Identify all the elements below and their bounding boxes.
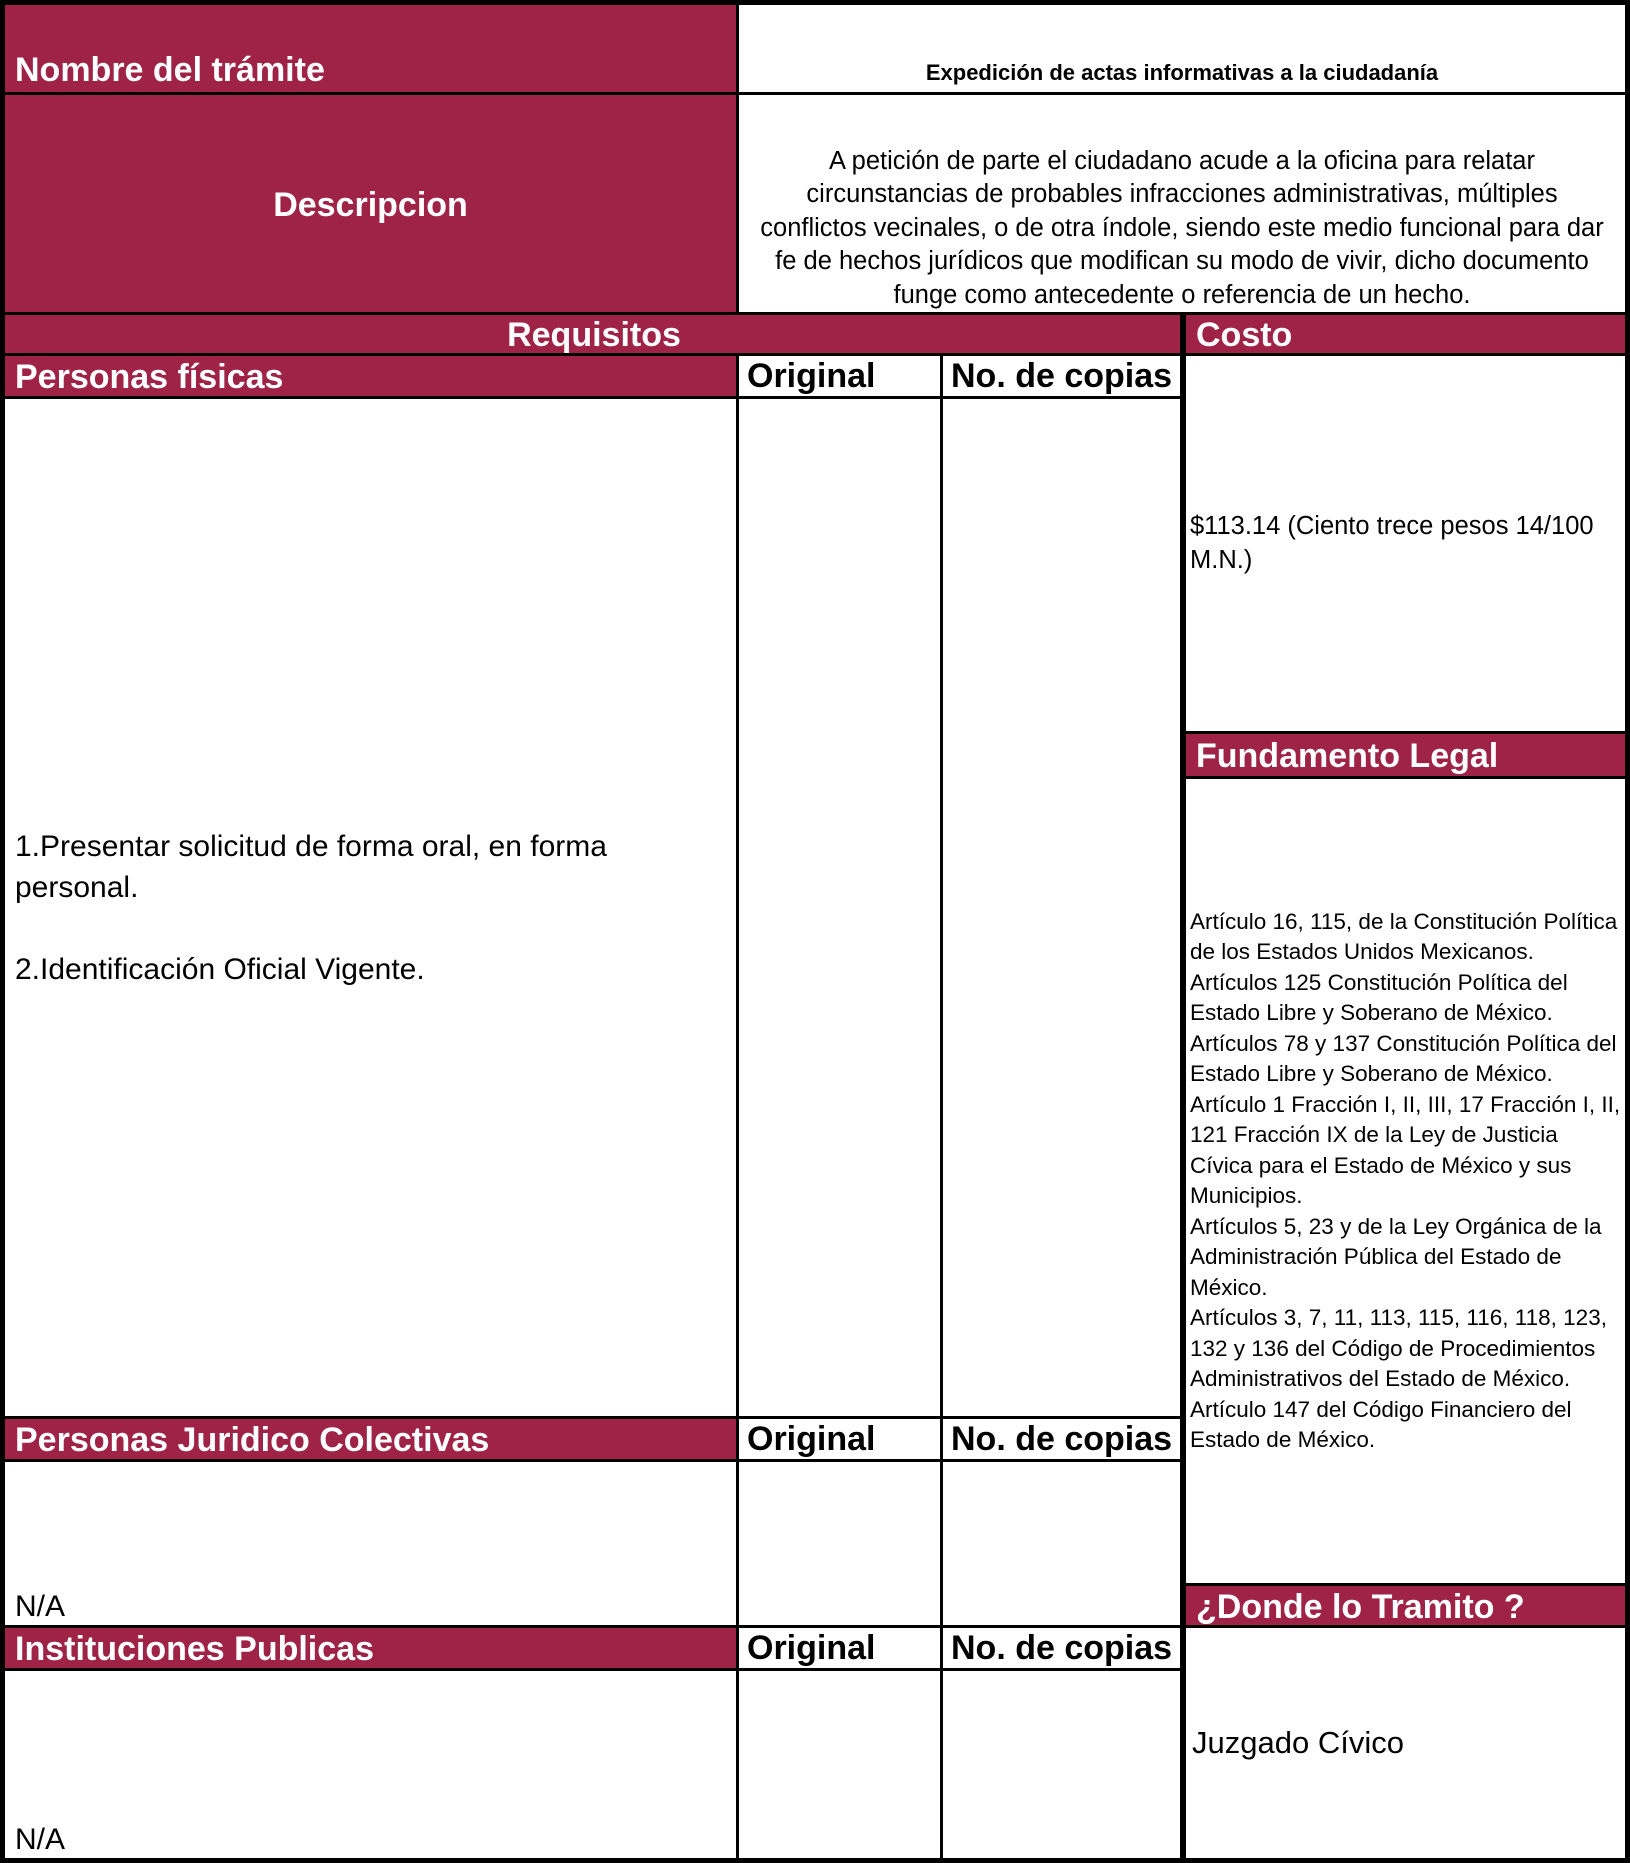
fisicas-item-2: 2.Identificación Oficial Vigente.: [15, 952, 425, 986]
donde-label-text: ¿Donde lo Tramito ?: [1196, 1587, 1525, 1625]
nombre-label: [5, 5, 736, 92]
rule: [0, 1625, 1630, 1628]
fundamento-line: Artículo 147 del Código Financiero del Estado de México.: [1190, 1396, 1572, 1452]
rule: [0, 312, 1630, 315]
fundamento-line: Administración Pública del Estado de México.: [1190, 1244, 1562, 1300]
border-left: [0, 0, 5, 1863]
donde-value: [1186, 1628, 1625, 1858]
costo-label: [1186, 315, 1625, 353]
rule: [940, 353, 943, 1863]
donde-value-text: Juzgado Cívico: [1192, 1725, 1404, 1760]
nombre-label-text: Nombre del trámite: [15, 51, 325, 89]
colectivas-value: [5, 1462, 736, 1625]
fundamento-label: [1186, 734, 1625, 776]
colectivas-col-copias: [943, 1419, 1180, 1459]
colectivas-value-text: N/A: [15, 1590, 66, 1623]
descripcion-label: [5, 95, 736, 312]
costo-value-text: $113.14 (Ciento trece pesos 14/100 M.N.): [1190, 512, 1594, 574]
colectivas-label: [5, 1419, 736, 1459]
instituciones-col-copias-text: No. de copias: [951, 1628, 1173, 1667]
fundamento-line: Artículos 125 Constitución Política del Estado Libre y Soberano de México.: [1190, 969, 1568, 1025]
descripcion-value-text: A petición de parte el ciudadano acude a la oficina para relatar circunstancias de probables infracciones administrativas, múltiples conflictos vecinales, o de otra índole, siendo este medio funcional para dar fe de hechos jurídicos que modifican su modo de vivir, dicho documento funge como antecedente o referencia de un hecho.: [760, 146, 1604, 309]
border-top: [0, 0, 1630, 5]
colectivas-label-text: Personas Juridico Colectivas: [15, 1421, 490, 1459]
colectivas-col-original: [739, 1419, 940, 1459]
colectivas-col-original-text: Original: [747, 1419, 876, 1458]
border-bottom: [0, 1858, 1630, 1863]
rule: [0, 396, 1183, 399]
rule: [0, 1416, 1183, 1419]
rule: [1183, 1583, 1630, 1586]
fisicas-col-copias-text: No. de copias: [951, 356, 1173, 395]
fundamento-line: Administrativos del Estado de México.: [1190, 1366, 1571, 1391]
rule: [0, 353, 1630, 356]
fundamento-line: Artículos 3, 7, 11, 113, 115, 116, 118, 123, 132 y 136 del Código de Procedimientos: [1190, 1305, 1607, 1361]
descripcion-label-text: Descripcion: [273, 185, 468, 224]
fundamento-line: Artículo 16, 115, de la Constitución Política de los Estados Unidos Mexicanos.: [1190, 908, 1618, 964]
rule: [0, 1668, 1183, 1671]
fundamento-value: [1186, 779, 1625, 1583]
rule: [0, 1459, 1183, 1462]
fundamento-line: Artículos 5, 23 y de la Ley Orgánica de la: [1190, 1213, 1602, 1239]
nombre-value: [739, 5, 1625, 92]
rule: [0, 92, 1630, 95]
rule: [736, 0, 739, 315]
instituciones-value-text: N/A: [15, 1823, 66, 1856]
fisicas-col-original-text: Original: [747, 356, 876, 395]
requisitos-title-text: Requisitos: [507, 316, 681, 353]
fisicas-col-original: [739, 356, 940, 396]
fundamento-line: Artículos 78 y 137 Constitución Política del Estado Libre y Soberano de México.: [1190, 1030, 1617, 1086]
colectivas-col-copias-text: No. de copias: [951, 1419, 1173, 1458]
costo-value: [1186, 356, 1625, 731]
fisicas-requisitos: [5, 399, 736, 1416]
instituciones-label-text: Instituciones Publicas: [15, 1630, 374, 1668]
instituciones-label: [5, 1628, 736, 1668]
instituciones-col-original: [739, 1628, 940, 1668]
fisicas-item-1: 1.Presentar solicitud de forma oral, en forma personal.: [15, 829, 607, 904]
instituciones-value: [5, 1671, 736, 1858]
rule: [1183, 731, 1630, 734]
rule: [736, 353, 739, 1863]
donde-label: [1186, 1586, 1625, 1625]
fisicas-label-text: Personas físicas: [15, 358, 284, 396]
fundamento-line: Artículo 1 Fracción I, II, III, 17 Fracción I, II, 121 Fracción IX de la Ley de Justicia Cívica para el Estado de México y sus Municipios.: [1190, 1091, 1621, 1208]
rule: [1183, 776, 1630, 779]
rule: [1180, 312, 1186, 1863]
nombre-value-text: Expedición de actas informativas a la ciudadanía: [925, 60, 1439, 85]
fundamento-label-text: Fundamento Legal: [1196, 737, 1499, 775]
descripcion-value: [739, 95, 1625, 312]
requisitos-title: [5, 315, 1183, 353]
instituciones-col-copias: [943, 1628, 1180, 1668]
instituciones-col-original-text: Original: [747, 1628, 876, 1667]
costo-label-text: Costo: [1196, 316, 1293, 353]
fisicas-col-copias: [943, 356, 1180, 396]
fisicas-label: [5, 356, 736, 396]
